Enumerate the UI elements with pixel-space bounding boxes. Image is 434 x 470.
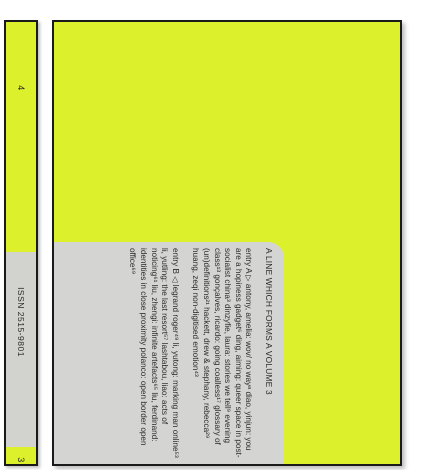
spine-volume-number-top: 4	[16, 85, 26, 91]
contents-entry-b: entry B ◁ legrand roger⁴⁹ li, yutong: marking man online⁵³ li, yutling: the last resort⁵⁷ lashtabou, liao: acts of noticing⁶¹ liu, zhengi: infinite artefacts⁶⁵ liu, ferdinand: identities in close proximity polanco: open border open office⁶⁹	[128, 248, 180, 458]
cover-label-text	[117, 248, 274, 460]
book-spine	[4, 20, 38, 466]
spine-issn: ISSN 2515-9801	[16, 287, 26, 357]
book-front-cover	[52, 20, 402, 466]
spine-volume-number-bottom: 3	[16, 457, 26, 463]
contents-entry-a: entry A ▷ antony, amelia: wov/ no wayᵃ diao, yinjun: you are a hopiness gadget⁶ ding, aiming: queer space in post-socialist china³ dinzyfie, laura: stories we tell⁹ evening class¹³ gonçalves, ricardo: going coalless¹⁷ glossary of (un)definitions²¹ hackett, drew & stephany, rebecca²⁹ huang, zeqi non-digitised emotion⁴³	[191, 248, 254, 458]
cover-title: A LINE WHICH FORMS A VOLUME 3	[264, 248, 274, 395]
cover-label	[54, 242, 284, 466]
